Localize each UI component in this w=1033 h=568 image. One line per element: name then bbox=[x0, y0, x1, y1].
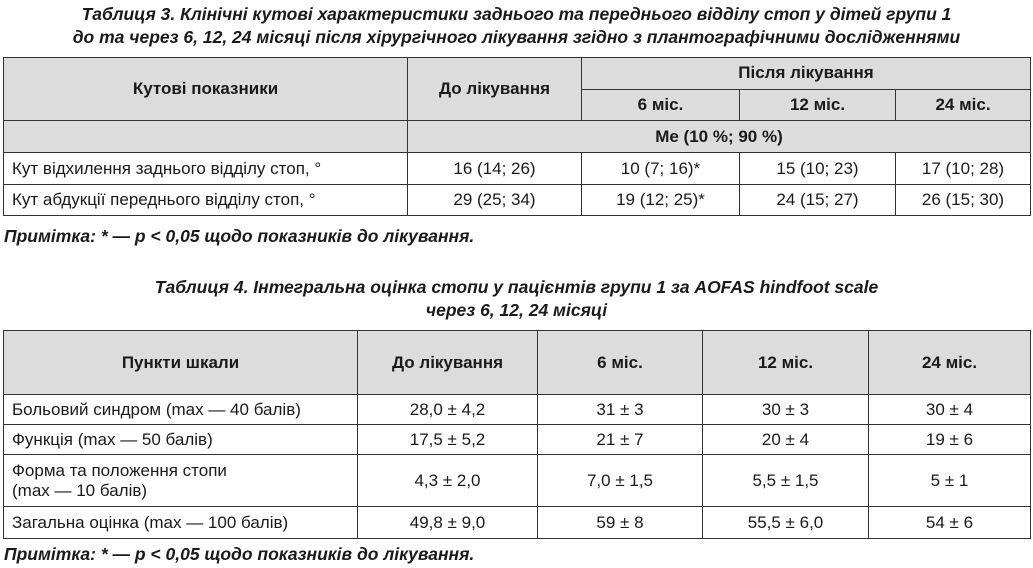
row-label: Кут абдукції переднього відділу стоп, ° bbox=[4, 185, 408, 216]
cell-24: 17 (10; 28) bbox=[896, 153, 1031, 185]
table4-header-items: Пункти шкали bbox=[4, 331, 358, 395]
table3-header-24: 24 міс. bbox=[896, 89, 1031, 121]
cell-12: 24 (15; 27) bbox=[740, 185, 896, 216]
table-row bbox=[4, 185, 1031, 216]
cell-before: 28,0 ± 4,2 bbox=[358, 395, 538, 425]
row-label: Кут відхилення заднього відділу стоп, ° bbox=[4, 153, 408, 185]
table4-header-before: До лікування bbox=[358, 331, 538, 395]
table3 bbox=[3, 57, 1031, 216]
cell-12: 30 ± 3 bbox=[703, 395, 869, 425]
cell-24: 54 ± 6 bbox=[869, 507, 1031, 539]
cell-6: 10 (7; 16)* bbox=[582, 153, 740, 185]
row-label: Загальна оцінка (max — 100 балів) bbox=[4, 507, 358, 539]
table3-header-unit: Me (10 %; 90 %) bbox=[408, 121, 1031, 153]
cell-before: 17,5 ± 5,2 bbox=[358, 425, 538, 455]
table3-header-unit-spacer bbox=[4, 121, 408, 153]
table4-header-6: 6 міс. bbox=[538, 331, 703, 395]
table4-caption-line2: через 6, 12, 24 місяці bbox=[425, 300, 608, 320]
table3-caption-line2: до та через 6, 12, 24 місяці після хірургічного лікування згідно з плантографічними дослідженнями bbox=[72, 27, 961, 47]
table3-header-12: 12 міс. bbox=[740, 89, 896, 121]
row-label-line1: Форма та положення стопи bbox=[12, 460, 227, 480]
row-label: Больовий синдром (max — 40 балів) bbox=[4, 395, 358, 425]
cell-6: 21 ± 7 bbox=[538, 425, 703, 455]
cell-6: 59 ± 8 bbox=[538, 507, 703, 539]
table-row bbox=[4, 455, 1031, 507]
table4-caption bbox=[0, 276, 1033, 322]
row-label bbox=[4, 455, 358, 507]
table-row bbox=[4, 425, 1031, 455]
row-label: Функція (max — 50 балів) bbox=[4, 425, 358, 455]
table3-caption-line1: Таблиця 3. Клінічні кутові характеристики заднього та переднього відділу стоп у дітей групи 1 bbox=[81, 4, 952, 24]
cell-before: 4,3 ± 2,0 bbox=[358, 455, 538, 507]
table3-header-indicators: Кутові показники bbox=[4, 58, 408, 121]
table3-caption bbox=[0, 3, 1033, 49]
cell-before: 29 (25; 34) bbox=[408, 185, 582, 216]
cell-before: 16 (14; 26) bbox=[408, 153, 582, 185]
cell-24: 26 (15; 30) bbox=[896, 185, 1031, 216]
cell-6: 31 ± 3 bbox=[538, 395, 703, 425]
cell-6: 7,0 ± 1,5 bbox=[538, 455, 703, 507]
table3-header-after: Після лікування bbox=[582, 58, 1031, 90]
cell-24: 30 ± 4 bbox=[869, 395, 1031, 425]
row-label-line2: (max — 10 балів) bbox=[12, 480, 148, 500]
table4-header-12: 12 міс. bbox=[703, 331, 869, 395]
cell-12: 20 ± 4 bbox=[703, 425, 869, 455]
table4-header-24: 24 міс. bbox=[869, 331, 1031, 395]
cell-24: 5 ± 1 bbox=[869, 455, 1031, 507]
table-row bbox=[4, 395, 1031, 425]
cell-12: 55,5 ± 6,0 bbox=[703, 507, 869, 539]
table4-caption-line1: Таблиця 4. Інтегральна оцінка стопи у пацієнтів групи 1 за AOFAS hindfoot scale bbox=[154, 277, 879, 297]
table3-header-6: 6 міс. bbox=[582, 89, 740, 121]
cell-before: 49,8 ± 9,0 bbox=[358, 507, 538, 539]
cell-12: 5,5 ± 1,5 bbox=[703, 455, 869, 507]
cell-12: 15 (10; 23) bbox=[740, 153, 896, 185]
table-row bbox=[4, 153, 1031, 185]
cell-24: 19 ± 6 bbox=[869, 425, 1031, 455]
table4-note: Примітка: * — p < 0,05 щодо показників до лікування. bbox=[4, 544, 475, 564]
cell-6: 19 (12; 25)* bbox=[582, 185, 740, 216]
table-row bbox=[4, 507, 1031, 539]
table4 bbox=[3, 330, 1031, 539]
table3-header-before: До лікування bbox=[408, 58, 582, 121]
table3-note: Примітка: * — p < 0,05 щодо показників до лікування. bbox=[4, 226, 475, 246]
